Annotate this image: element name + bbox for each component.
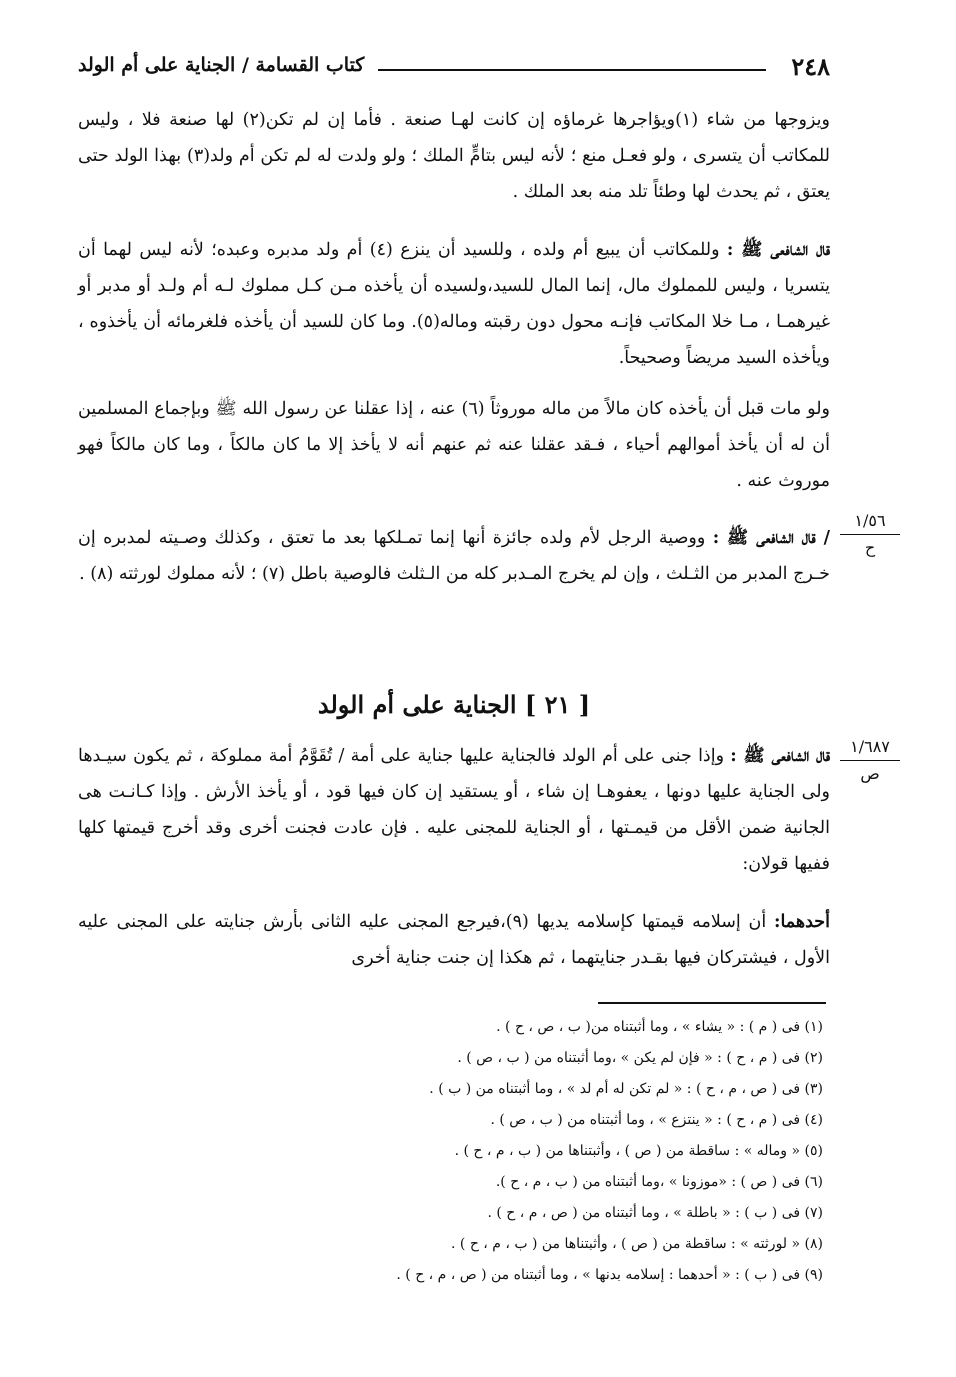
paragraph-lead: قال الشافعى ﷺ : [726,240,831,260]
running-title: كتاب القسامة / الجناية على أم الولد [78,54,365,76]
footnote: (٥) « وماله » : ساقطة من ( ص ) ، وأثبتناها من ( ب ، م ، ح ) . [454,1143,823,1159]
footnote: (٦) فى ( ص ) : «موزونا » ،وما أثبتناه من ( ب ، م ، ح ). [495,1174,823,1190]
margin-reference [840,736,900,785]
header-rule [378,69,766,71]
margin-reference [840,510,900,559]
paragraph-2 [78,232,830,376]
margin-ref-source: ص [860,764,880,783]
paragraph-lead: قال الشافعى ﷺ : [730,746,831,766]
paragraph-text: وإذا جنى على أم الولد فالجناية عليها جناية على أمة / تُقَوَّمُ أمة مملوكة ، ثم يكون سيـدها ولى الجناية عليها دونها ، يعفوهـا إن شاء ، أو يستقيد إن كان فيها قود ، أو يأخذ الأرش . وإذا كـانـت هى الجانية ضمن الأقل من قيمـتها ، أو الجناية للمجنى عليه . فإن عادت فجنت أخرى وقد أخرج قيمتها كلها ففيها قولان: [78,746,830,874]
footnote: (٤) فى ( م ، ح ) : « ينتزع » ، وما أثبتناه من ( ب ، ص ) . [490,1112,823,1128]
footnotes [78,1012,823,1291]
paragraph-text: وللمكاتب أن يبيع أم ولده ، وللسيد أن ينزع (٤) أم ولد مدبره وعبده؛ لأنه ليس لهما أن يتسريا ، وليس للمملوك مال، إنما المال للسيد،ولسيده أن يأخذه مـن كـل مملوك لـه أم ولـد أو مدبر أو غيرهمـا ، مـا خلا المكاتب فإنـه محول دون رقبته وماله(٥). وما كان للسيد أن يأخذه فلغرمائه أن يأخذوه ، ويأخذه السيد مريضاً وصحيحاً. [78,240,831,368]
footnote: (٩) فى ( ب ) : « أحدهما : إسلامه بدنها » ، وما أثبتناه من ( ص ، م ، ح ) . [396,1267,823,1283]
paragraph-4 [78,520,830,592]
paragraph-6 [78,904,830,976]
footnote: (١) فى ( م ) : « يشاء » ، وما أثبتناه من( ب ، ص ، ح ) . [496,1019,823,1035]
page-number: ٢٤٨ [791,52,830,81]
paragraph-1 [78,102,830,210]
paragraph-lead: / قال الشافعى ﷺ : [712,528,830,548]
paragraph-text: ولو مات قبل أن يأخذه كان مالاً من ماله موروثاً (٦) عنه ، إذا عقلنا عن رسول الله ﷺ وبإجماع المسلمين أن له أن يأخذ أموالهم أحياء ، فـقد عقلنا عنه ثم عنهم أنه لا يأخذ إلا ما كان مالكاً ، وما كان مالكاً فهو موروث عنه . [78,399,830,491]
margin-ref-page: ١/٦٨٧ [840,736,900,761]
margin-ref-source: ح [864,538,876,557]
footnote: (٧) فى ( ب ) : « باطلة » ، وما أثبتناه من ( ص ، م ، ح ) . [487,1205,823,1221]
paragraph-text: أن إسلامه قيمتها كإسلامه يديها (٩)،فيرجع المجنى عليه الثانى بأرش جنايته على المجنى عليه الأول ، فيشتركان فيها بقـدر جنايتهما ، ثم هكذا إن جنت جناية أخرى [78,912,830,968]
margin-ref-page: ١/٥٦ [840,510,900,535]
section-heading: [ ٢١ ] الجناية على أم الولد [317,690,591,719]
page-header [78,52,830,86]
paragraph-5 [78,738,830,882]
paragraph-3 [78,391,830,499]
footnote: (٨) « لورثته » : ساقطة من ( ص ) ، وأثبتناها من ( ب ، م ، ح ) . [451,1236,823,1252]
footnote-separator [598,1002,826,1004]
paragraph-lead: أحدهما: [773,912,830,932]
paragraph-text: ويزوجها من شاء (١)ويؤاجرها غرماؤه إن كانت لهـا صنعة . فأما إن لم تكن(٢) لها صنعة فلا ، وليس للمكاتب أن يتسرى ، ولو فعـل منع ؛ لأنه ليس بتامٍّ الملك ؛ ولو ولدت له لم تكن أم ولد(٣) بهذا الولد حتى يعتق ، ثم يحدث لها وطئاً تلد منه بعد الملك . [78,110,830,202]
footnote: (٣) فى ( ص ، م ، ح ) : « لم تكن له أم لد » ، وما أثبتناه من ( ب ) . [429,1081,823,1097]
footnote: (٢) فى ( م ، ح ) : « فإن لم يكن » ،وما أثبتناه من ( ب ، ص ) . [457,1050,823,1066]
paragraph-text: ووصية الرجل لأم ولده جائزة أنها إنما تمـلكها بعد ما تعتق ، وكذلك وصـيته لمدبره إن خـرج المدبر من الثـلث ، وإن لم يخرج المـدبر كله من الـثلث فالوصية باطل (٧) ؛ لأنه مملوك لورثته (٨) . [78,528,830,584]
